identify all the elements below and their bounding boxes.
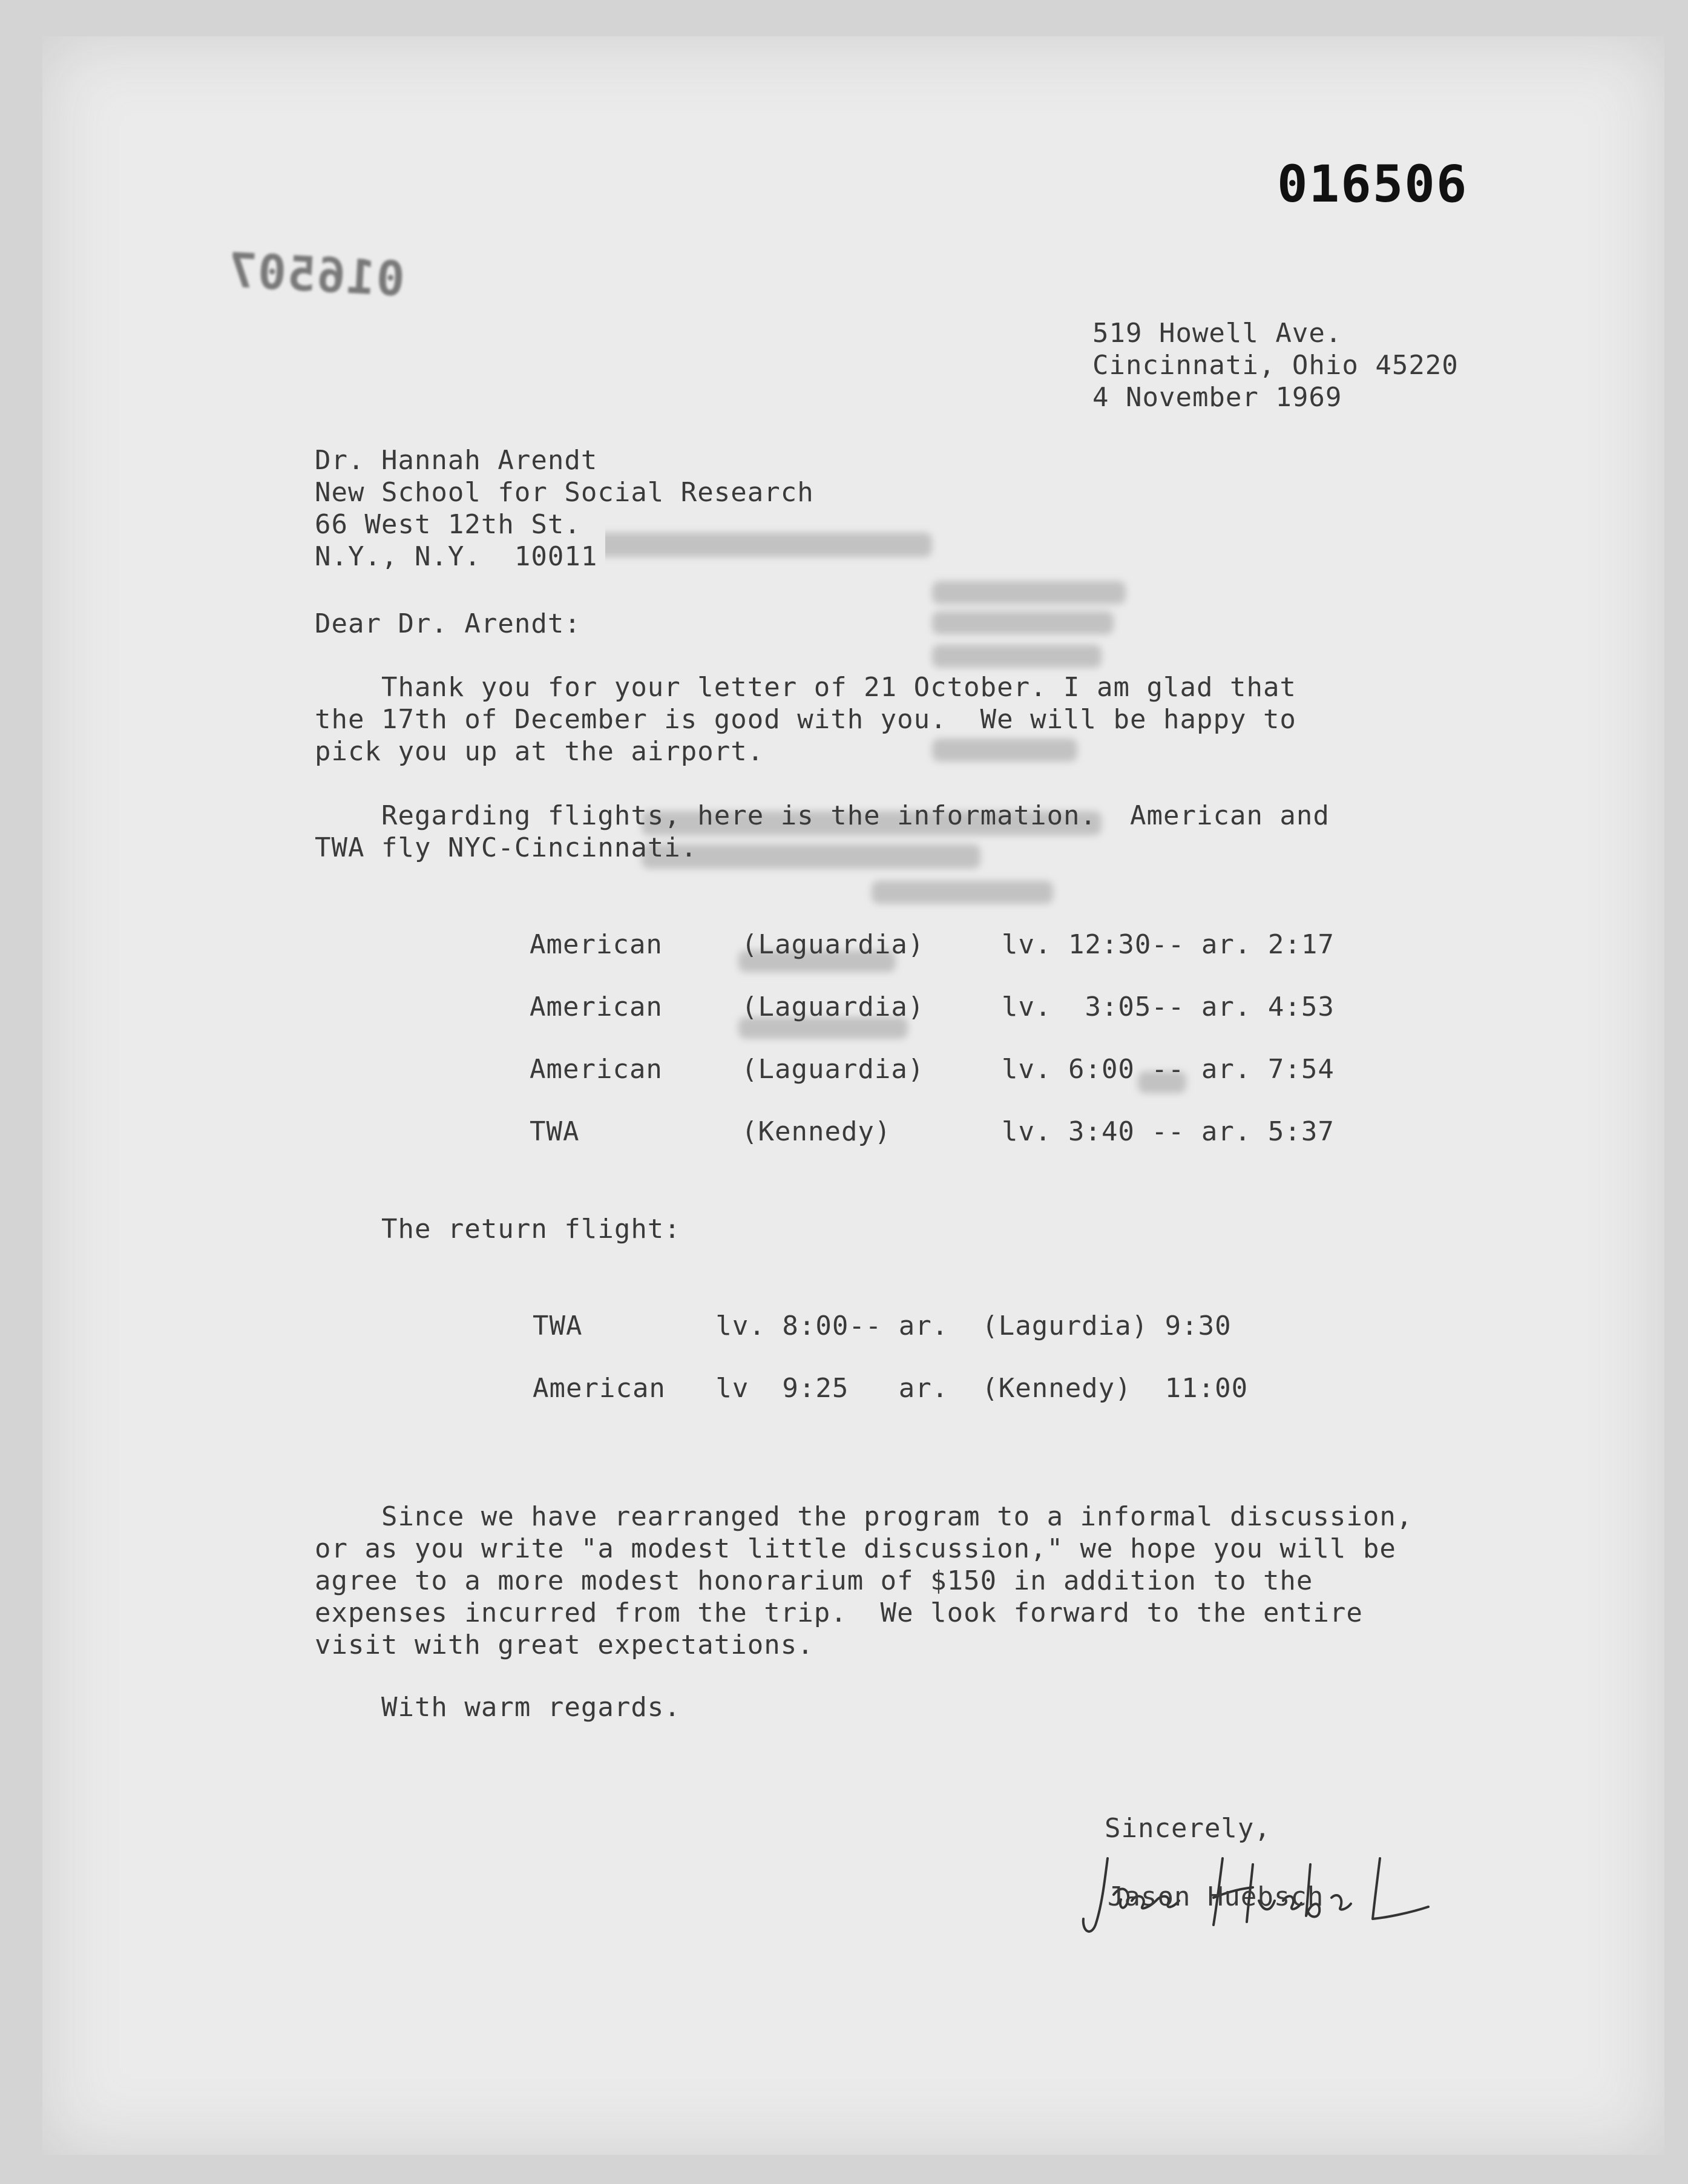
recipient-street: 66 West 12th St. (315, 509, 581, 540)
flight-times: lv. 12:30-- ar. 2:17 (1002, 929, 1335, 960)
flight-airport: (Kennedy) (741, 1116, 892, 1147)
para3-line2: or as you write "a modest little discussion," we hope you will be (315, 1533, 1396, 1564)
sender-address-line2: Cincinnati, Ohio 45220 (1092, 350, 1459, 381)
signer-name: Jason Huebsch (1108, 1881, 1324, 1912)
flight-times: lv. 6:00 -- ar. 7:54 (1002, 1054, 1335, 1085)
para3-line1: Since we have rearranged the program to a informal discussion, (315, 1501, 1413, 1532)
para2-line1: Regarding flights, here is the information. American and (315, 800, 1330, 831)
flight-times: lv. 3:40 -- ar. 5:37 (1002, 1116, 1335, 1147)
return-flight-row: American lv 9:25 ar. (Kennedy) 11:00 (533, 1373, 1249, 1404)
para1-line1: Thank you for your letter of 21 October. I am glad that (315, 672, 1296, 703)
sender-address-line1: 519 Howell Ave. (1092, 318, 1342, 349)
flight-airline: American (530, 1054, 663, 1085)
flight-airline: American (530, 992, 663, 1022)
flight-times: lv. 3:05-- ar. 4:53 (1002, 992, 1335, 1022)
return-flight-row: TWA lv. 8:00-- ar. (Lagurdia) 9:30 (533, 1311, 1232, 1341)
para1-line2: the 17th of December is good with you. We will be happy to (315, 704, 1296, 735)
letter-date: 4 November 1969 (1092, 382, 1342, 413)
salutation: Dear Dr. Arendt: (315, 608, 581, 639)
mirrored-stamp-bleed: 016507 (225, 243, 406, 308)
flight-airport: (Laguardia) (741, 992, 925, 1022)
return-flight-label: The return flight: (315, 1214, 681, 1245)
archive-stamp-number: 016506 (1277, 154, 1468, 214)
warm-regards: With warm regards. (315, 1692, 681, 1723)
para3-line5: visit with great expectations. (315, 1630, 814, 1660)
flight-airline: American (530, 929, 663, 960)
para3-line4: expenses incurred from the trip. We look forward to the entire (315, 1597, 1363, 1628)
flight-airport: (Laguardia) (741, 1054, 925, 1085)
flight-airport: (Laguardia) (741, 929, 925, 960)
flight-airline: TWA (530, 1116, 580, 1147)
recipient-org: New School for Social Research (315, 477, 814, 508)
para2-line2: TWA fly NYC-Cincinnati. (315, 832, 698, 863)
closing: Sincerely, (1105, 1813, 1271, 1844)
recipient-city: N.Y., N.Y. 10011 (315, 541, 598, 572)
para3-line3: agree to a more modest honorarium of $150 in addition to the (315, 1565, 1313, 1596)
recipient-name: Dr. Hannah Arendt (315, 445, 598, 476)
para1-line3: pick you up at the airport. (315, 736, 764, 767)
